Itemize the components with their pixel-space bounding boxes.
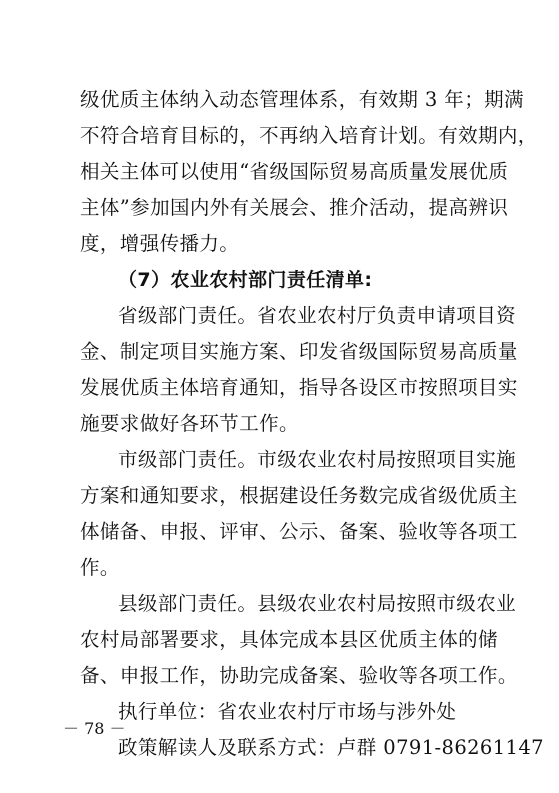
body-text-line: 级优质主体纳入动态管理体系，有效期 3 年；期满: [80, 88, 524, 111]
body-text-line: 农村局部署要求，具体完成本县区优质主体的储: [80, 628, 498, 651]
body-text-line: 相关主体可以使用“省级国际贸易高质量发展优质: [80, 160, 509, 183]
body-text-line: 不符合培育目标的，不再纳入培育计划。有效期内，: [80, 124, 538, 147]
body-text-line: 体储备、申报、评审、公示、备案、验收等各项工: [80, 520, 518, 543]
paragraph-first-line: 市级部门责任。市级农业农村局按照项目实施: [118, 448, 517, 471]
body-text-line: 度，增强传播力。: [80, 232, 240, 255]
body-text-line: 作。: [80, 556, 120, 579]
paragraph-first-line: 省级部门责任。省农业农村厅负责申请项目资: [118, 304, 517, 327]
body-text-line: 方案和通知要求，根据建设任务数完成省级优质主: [80, 484, 518, 507]
body-text-line: 金、制定项目实施方案、印发省级国际贸易高质量: [80, 340, 518, 363]
executing-unit-line: 执行单位：省农业农村厅市场与涉外处: [118, 700, 457, 723]
section-heading: （7）农业农村部门责任清单:: [118, 269, 373, 291]
paragraph-first-line: 县级部门责任。县级农业农村局按照市级农业: [118, 592, 517, 615]
body-text-line: 备、申报工作，协助完成备案、验收等各项工作。: [80, 664, 518, 687]
contact-line: 政策解读人及联系方式：卢群 0791-86261147: [118, 736, 544, 759]
body-text-line: 施要求做好各环节工作。: [80, 412, 299, 435]
body-text-line: 主体”参加国内外有关展会、推介活动，提高辨识: [80, 196, 509, 219]
body-text-line: 发展优质主体培育通知，指导各设区市按照项目实: [80, 376, 518, 399]
page-number: － 78 －: [63, 719, 126, 738]
